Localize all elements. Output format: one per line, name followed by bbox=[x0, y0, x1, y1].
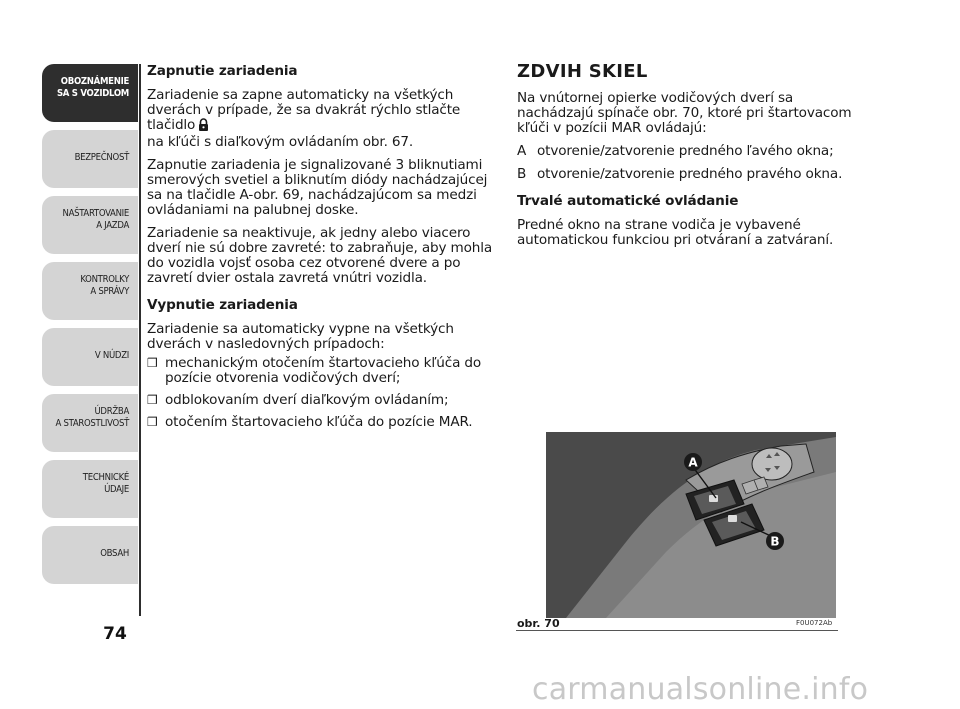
heading-activation: Zapnutie zariadenia bbox=[147, 63, 298, 79]
tab-label-line1: V NÚDZI bbox=[94, 350, 129, 361]
tab-udrzba[interactable] bbox=[42, 394, 138, 452]
section-title: ZDVIH SKIEL bbox=[517, 61, 648, 82]
watermark: carmanualsonline.info bbox=[532, 672, 869, 707]
tab-label-line2: A SPRÁVY bbox=[90, 286, 129, 297]
figure-code: F0U072Ab bbox=[796, 619, 833, 627]
tab-label-line1: TECHNICKÉ bbox=[82, 472, 129, 483]
sidebar-divider bbox=[139, 64, 141, 616]
paragraph-not-active: Zariadenie sa neaktivuje, ak jedny alebo viacero dverí nie sú dobre zavreté: to zabraňuje, aby mohla do vozidla vojsť osoba cez otvorené dvere a po zavretí dvier ostala zavretá vnútri vozidla. bbox=[147, 225, 493, 286]
right-column bbox=[517, 61, 867, 256]
bullet-box-icon: ❒ bbox=[147, 393, 158, 407]
tab-label-line2: A JAZDA bbox=[96, 220, 129, 231]
item-key: A bbox=[517, 143, 527, 159]
window-switch-figure bbox=[546, 432, 836, 618]
list-item bbox=[147, 415, 499, 430]
paragraph-auto: Predné okno na strane vodiča je vybavené automatickou funkciou pri otváraní a zatváraní. bbox=[517, 217, 834, 248]
figure-caption: obr. 70 bbox=[517, 617, 560, 630]
item-text: otvorenie/zatvorenie predného ľavého okna; bbox=[537, 143, 834, 159]
paragraph-signal: Zapnutie zariadenia je signalizované 3 bliknutiami smerových svetiel a bliknutím diódy nachádzajúcej sa na tlačidle A-obr. 69, nachádzajúcom sa medzi ovládaniami na palubnej doske. bbox=[147, 157, 488, 218]
tab-oboznamenie[interactable] bbox=[42, 64, 138, 122]
tab-label-line1: OBSAH bbox=[100, 548, 129, 559]
tab-label-line1: BEZPEČNOSŤ bbox=[74, 152, 129, 163]
callout-a: A bbox=[688, 455, 698, 470]
lock-icon bbox=[198, 118, 209, 135]
left-column bbox=[147, 64, 499, 437]
figure-caption-rule bbox=[516, 630, 838, 631]
heading-auto: Trvalé automatické ovládanie bbox=[517, 193, 739, 209]
list-item bbox=[147, 393, 499, 408]
bullet-box-icon: ❒ bbox=[147, 415, 158, 429]
paragraph-intro: Na vnútornej opierke vodičových dverí sa nachádzajú spínače obr. 70, ktoré pri štartovacom kľúči v pozícii MAR ovládajú: bbox=[517, 90, 852, 136]
tab-label-line2: SA S VOZIDLOM bbox=[56, 88, 129, 99]
tab-label-line1: KONTROLKY bbox=[80, 274, 129, 285]
bullet-box-icon: ❒ bbox=[147, 356, 158, 370]
heading-deactivation: Vypnutie zariadenia bbox=[147, 297, 298, 313]
item-key: B bbox=[517, 166, 527, 182]
tab-label-line1: ÚDRŽBA bbox=[94, 406, 129, 417]
paragraph-activation-text: Zariadenie sa zapne automaticky na všetkých dverách v prípade, že sa dvakrát rýchlo stlačte tlačidlo bbox=[147, 87, 461, 133]
tab-nastartovanie[interactable] bbox=[42, 196, 138, 254]
list-item-text: mechanickým otočením štartovacieho kľúča do pozície otvorenia vodičových dverí; bbox=[165, 355, 482, 386]
tab-label-line1: OBOZNÁMENIE bbox=[60, 76, 129, 87]
paragraph-activation-text-2: na kľúči s diaľkovým ovládaním obr. 67. bbox=[147, 134, 414, 150]
paragraph-deactivation: Zariadenie sa automaticky vypne na všetkých dverách v nasledovných prípadoch: bbox=[147, 321, 454, 352]
tab-technicke[interactable] bbox=[42, 460, 138, 518]
tab-v-nudzi[interactable] bbox=[42, 328, 138, 386]
tab-obsah[interactable] bbox=[42, 526, 138, 584]
tab-label-line2: A STAROSTLIVOSŤ bbox=[55, 418, 129, 429]
item-text: otvorenie/zatvorenie predného pravého okna. bbox=[537, 166, 843, 182]
tab-bezpecnost[interactable] bbox=[42, 130, 138, 188]
tab-label-line1: NAŠTARTOVANIE bbox=[62, 208, 129, 219]
page-number: 74 bbox=[103, 624, 127, 644]
tab-label-line2: ÚDAJE bbox=[104, 484, 129, 495]
window-switch-illustration bbox=[546, 432, 836, 618]
list-item bbox=[147, 356, 499, 386]
list-item bbox=[517, 144, 867, 159]
list-item bbox=[517, 167, 867, 182]
chapter-sidebar bbox=[42, 64, 138, 592]
tab-kontrolky[interactable] bbox=[42, 262, 138, 320]
list-item-text: otočením štartovacieho kľúča do pozície MAR. bbox=[165, 414, 473, 430]
callout-b: B bbox=[770, 534, 780, 549]
list-item-text: odblokovaním dverí diaľkovým ovládaním; bbox=[165, 392, 449, 408]
paragraph-activation bbox=[147, 88, 499, 150]
